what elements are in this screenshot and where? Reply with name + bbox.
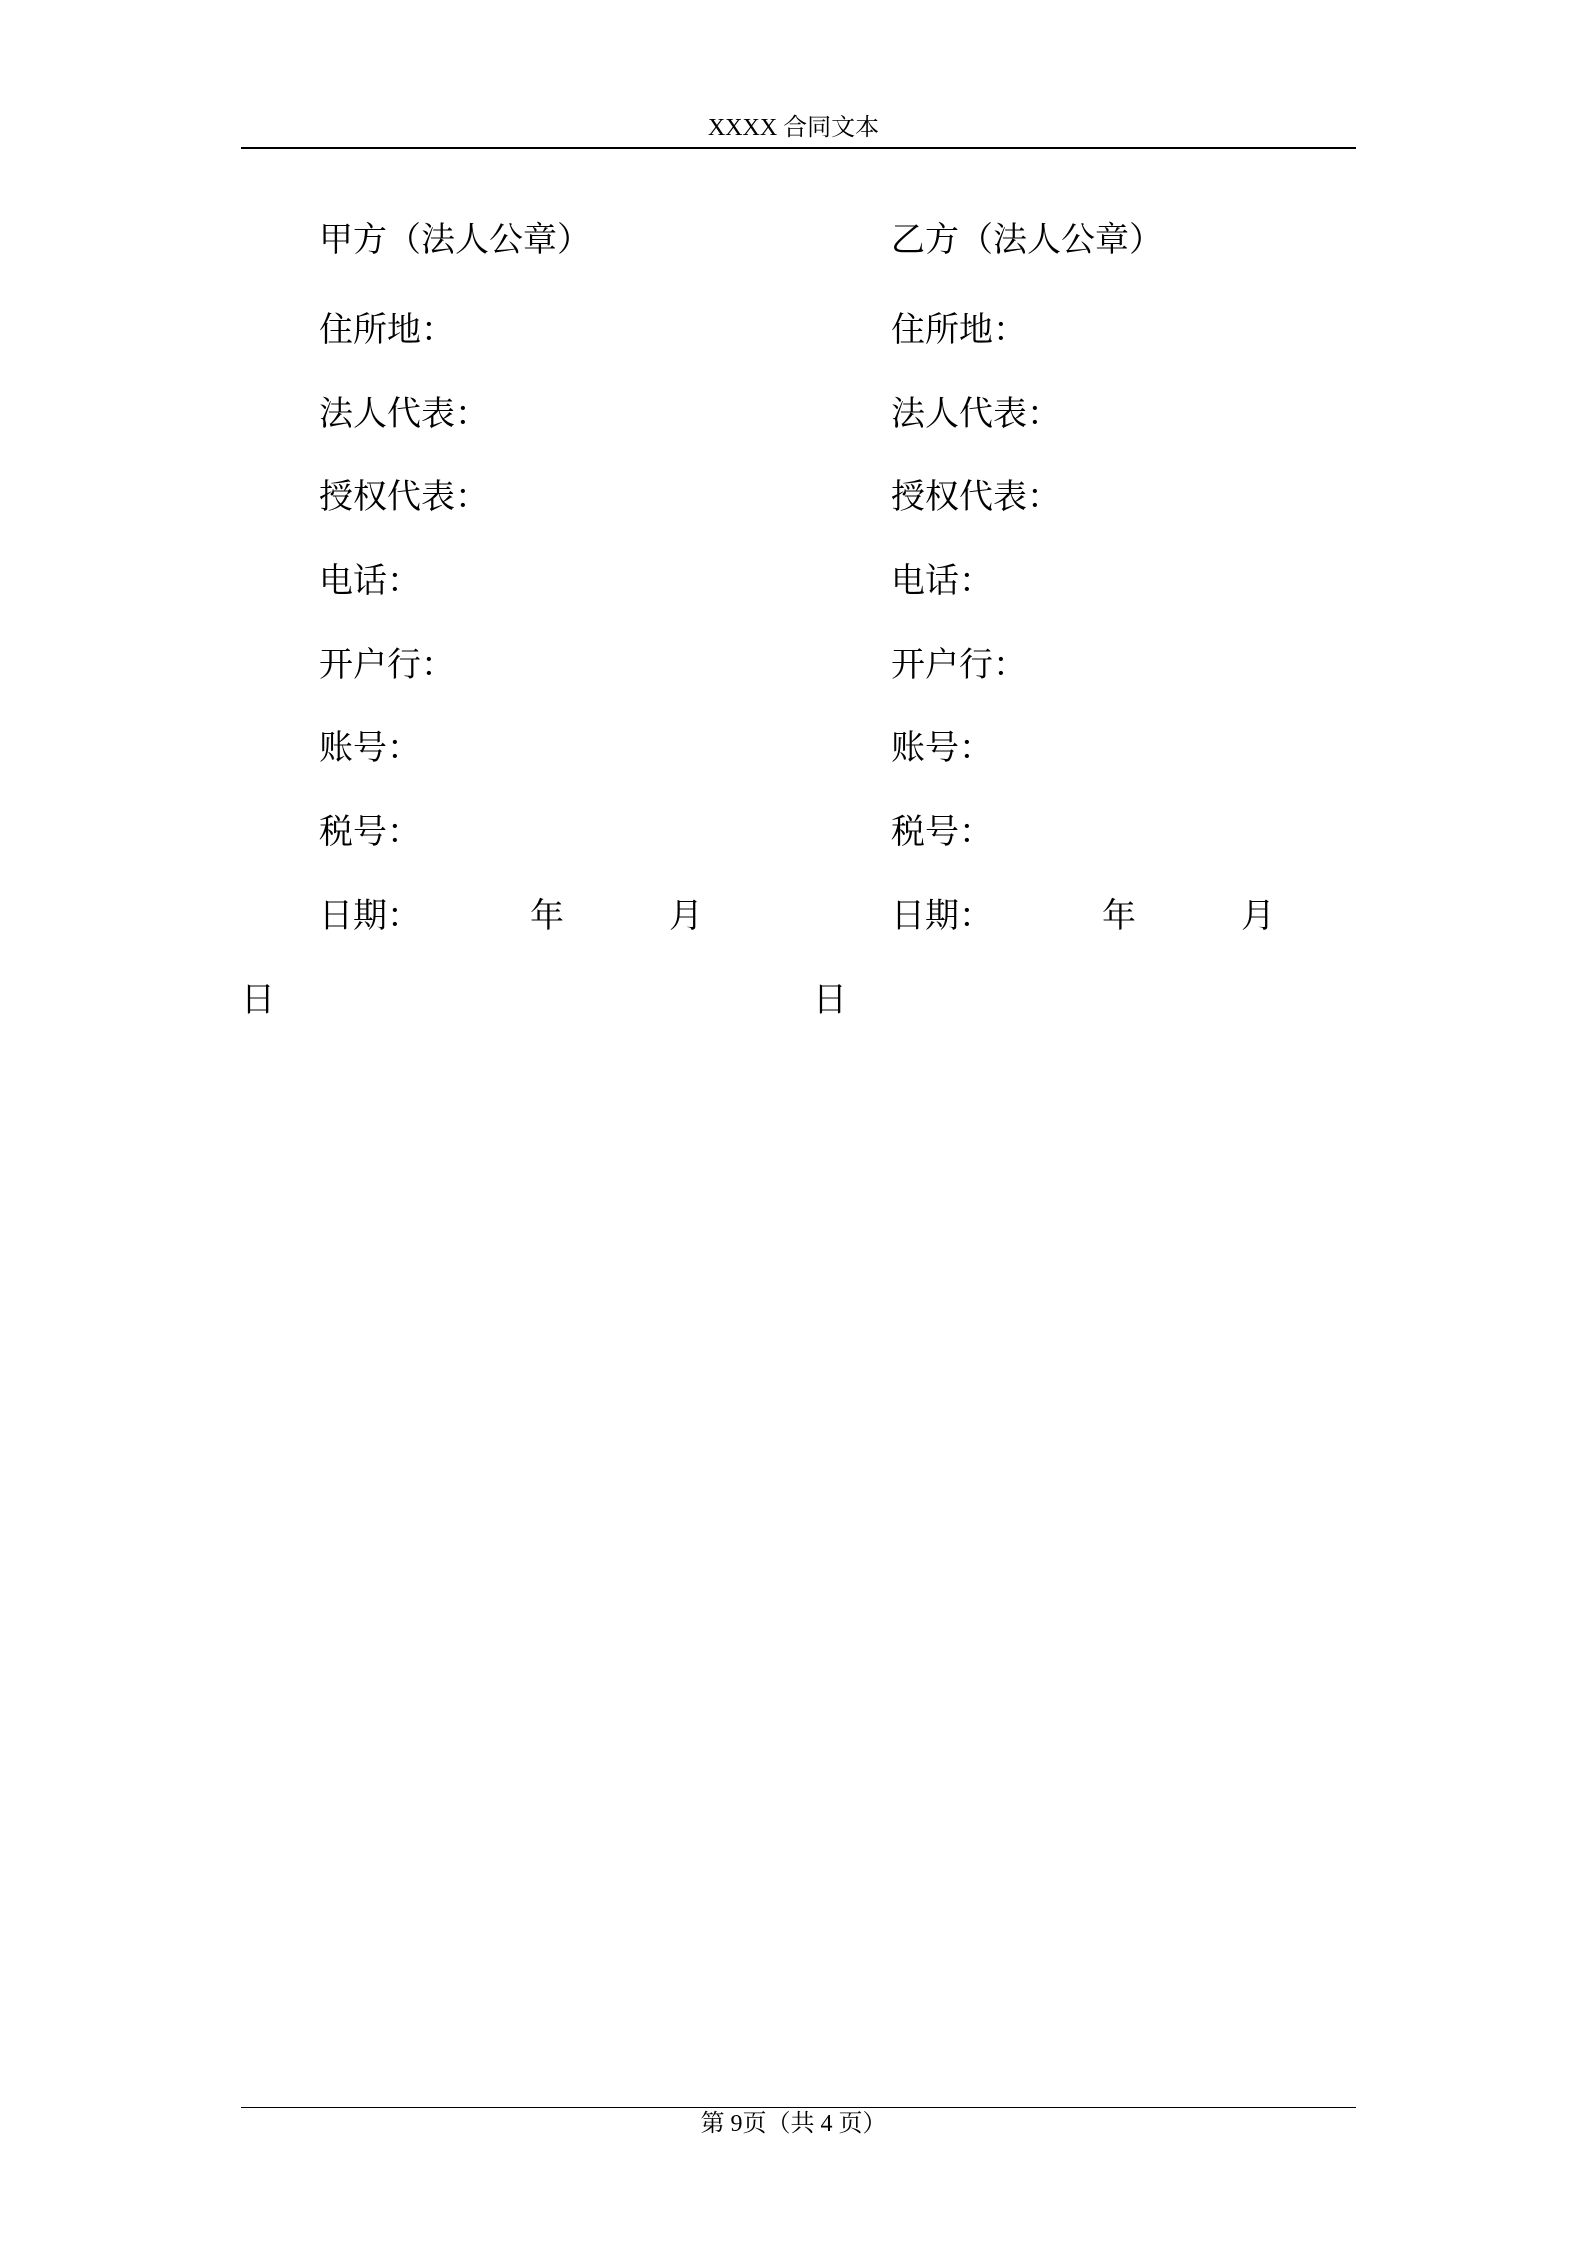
party-a-heading: 甲方（法人公章） bbox=[319, 220, 591, 260]
party-a-phone-label: 电话： bbox=[319, 561, 421, 601]
party-a-tax-id-label: 税号： bbox=[319, 812, 421, 852]
party-b-legal-rep-label: 法人代表： bbox=[891, 394, 1061, 434]
party-b-year-label: 年 bbox=[1102, 896, 1136, 936]
party-a-bank-label: 开户行： bbox=[319, 645, 455, 685]
party-a-address-label: 住所地： bbox=[319, 310, 455, 350]
party-a-year-label: 年 bbox=[530, 896, 564, 936]
party-b-day-label: 日 bbox=[813, 980, 847, 1020]
party-a-legal-rep-label: 法人代表： bbox=[319, 394, 489, 434]
header-rule bbox=[241, 147, 1356, 149]
party-b-month-label: 月 bbox=[1241, 896, 1275, 936]
party-a-month-label: 月 bbox=[669, 896, 703, 936]
party-b-tax-id-label: 税号： bbox=[891, 812, 993, 852]
party-a-date-label: 日期： bbox=[319, 896, 421, 936]
party-b-bank-label: 开户行： bbox=[891, 645, 1027, 685]
page-number: 第 9页（共 4 页） bbox=[700, 2111, 887, 2137]
party-b-authorized-rep-label: 授权代表： bbox=[891, 477, 1061, 517]
party-b-account-label: 账号： bbox=[891, 728, 993, 768]
party-a-day-label: 日 bbox=[241, 980, 275, 1020]
party-a-authorized-rep-label: 授权代表： bbox=[319, 477, 489, 517]
party-b-date-label: 日期： bbox=[891, 896, 993, 936]
page-header-title: XXXX 合同文本 bbox=[707, 115, 880, 141]
party-b-heading: 乙方（法人公章） bbox=[891, 220, 1163, 260]
party-b-address-label: 住所地： bbox=[891, 310, 1027, 350]
party-a-account-label: 账号： bbox=[319, 728, 421, 768]
party-b-phone-label: 电话： bbox=[891, 561, 993, 601]
